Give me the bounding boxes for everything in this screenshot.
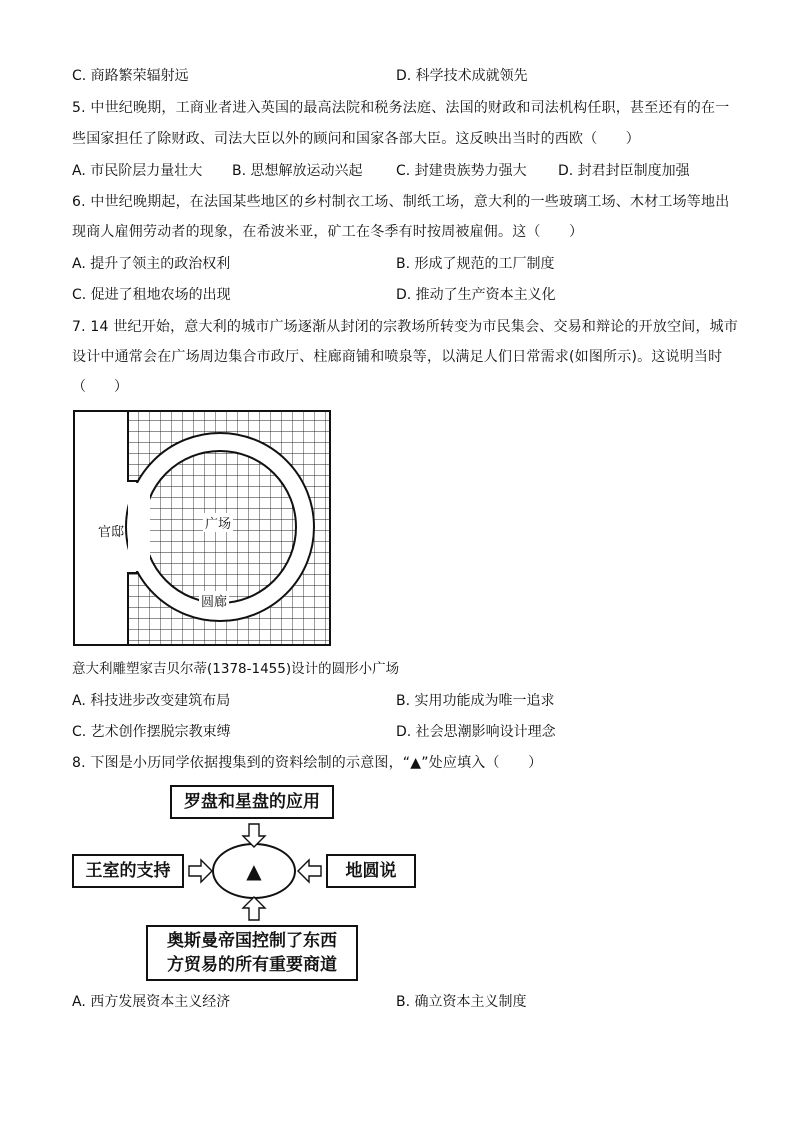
q7-stem-line2: 设计中通常会在广场周边集合市政厅、柱廊商铺和喷泉等，以满足人们日常需求(如图所示)。这说明当时 bbox=[72, 349, 723, 365]
q6-option-b: B. 形成了规范的工厂制度 bbox=[396, 256, 555, 272]
q8-option-a: A. 西方发展资本主义经济 bbox=[72, 994, 231, 1010]
diagram-right-box: 地圆说 bbox=[326, 854, 416, 888]
diagram-top-box: 罗盘和星盘的应用 bbox=[170, 785, 334, 819]
arrow-down-icon bbox=[243, 824, 265, 847]
q5-option-c: C. 封建贵族势力强大 bbox=[396, 163, 527, 179]
q5-stem-line2: 些国家担任了除财政、司法大臣以外的顾问和国家各部大臣。这反映出当时的西欧（ ） bbox=[72, 131, 640, 147]
q5-option-d: D. 封君封臣制度加强 bbox=[558, 163, 690, 179]
q7-option-c: C. 艺术创作摆脱宗教束缚 bbox=[72, 724, 231, 740]
blank-triangle-marker: ▲ bbox=[246, 859, 262, 883]
q7-stem-line1: 7. 14 世纪开始，意大利的城市广场逐渐从封闭的宗教场所转变为市民集会、交易和辩论的开放空间，城市 bbox=[72, 319, 739, 335]
q6-option-c: C. 促进了租地农场的出现 bbox=[72, 287, 231, 303]
q7-stem-line3: （ ） bbox=[72, 379, 128, 395]
q6-option-a: A. 提升了领主的政治权利 bbox=[72, 256, 231, 272]
q7-option-a: A. 科技进步改变建筑布局 bbox=[72, 693, 231, 709]
q8-stem: 8. 下图是小历同学依据搜集到的资料绘制的示意图，“▲”处应填入（ ） bbox=[72, 755, 543, 771]
diagram-bottom-line2: 方贸易的所有重要商道 bbox=[167, 955, 337, 975]
diagram-bottom-line1: 奥斯曼帝国控制了东西 bbox=[167, 931, 337, 951]
q7-option-d: D. 社会思潮影响设计理念 bbox=[396, 724, 556, 740]
q5-option-a: A. 市民阶层力量壮大 bbox=[72, 163, 203, 179]
q8-option-b: B. 确立资本主义制度 bbox=[396, 994, 527, 1010]
q7-option-b: B. 实用功能成为唯一追求 bbox=[396, 693, 555, 709]
q5-option-b: B. 思想解放运动兴起 bbox=[232, 163, 363, 179]
arrow-left-icon bbox=[298, 860, 321, 882]
q4-option-c: C. 商路繁荣辐射远 bbox=[72, 68, 189, 84]
q6-option-d: D. 推动了生产资本主义化 bbox=[396, 287, 556, 303]
arrow-up-icon bbox=[243, 897, 265, 920]
colonnade-label: 圆廊 bbox=[199, 591, 229, 610]
q4-option-d: D. 科学技术成就领先 bbox=[396, 68, 528, 84]
q6-stem-line2: 现商人雇佣劳动者的现象，在希波米亚，矿工在冬季有时按周被雇佣。这（ ） bbox=[72, 224, 584, 240]
q7-figure-caption: 意大利雕塑家吉贝尔蒂(1378-1455)设计的圆形小广场 bbox=[72, 661, 400, 677]
arrow-right-icon bbox=[189, 860, 212, 882]
diagram-left-box: 王室的支持 bbox=[72, 854, 184, 888]
official-residence-label: 官邸 bbox=[98, 525, 125, 540]
square-label: 广场 bbox=[203, 513, 233, 532]
q5-stem-line1: 5. 中世纪晚期，工商业者进入英国的最高法院和税务法庭、法国的财政和司法机构任职，甚至还有的在一 bbox=[72, 100, 730, 116]
q6-stem-line1: 6. 中世纪晚期起，在法国某些地区的乡村制衣工场、制纸工场，意大利的一些玻璃工场、木材工场等地出 bbox=[72, 194, 730, 210]
